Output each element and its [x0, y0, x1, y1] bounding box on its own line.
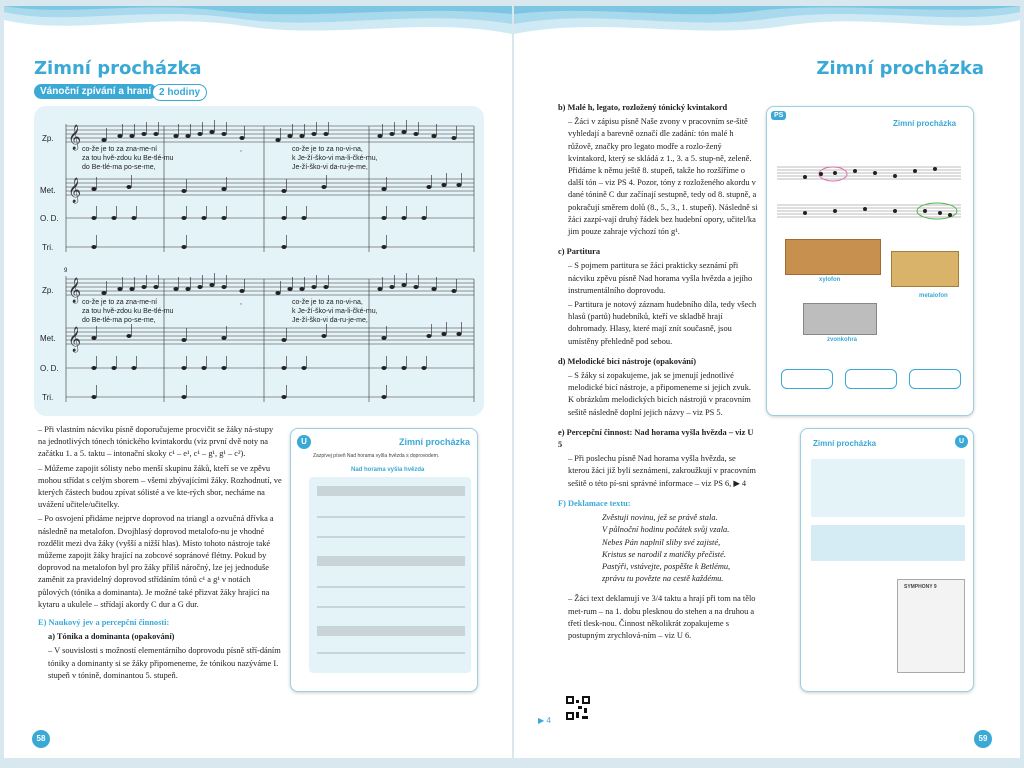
note-head	[381, 245, 386, 249]
paragraph: – Žáci text deklamují ve 3/4 taktu a hrají při tom na tělo met-rum – na 1. dobu plesknou do stehen a na druhou a třetí tlesk-nou. Činnost několikrát zopakujeme s postupným zrychlová-ním – viz U 6.	[568, 594, 756, 640]
note-head	[381, 216, 386, 220]
topic-pill: Vánoční zpívání a hraní	[34, 84, 157, 99]
textbook-thumbnail	[800, 428, 974, 692]
note-head	[401, 216, 406, 220]
note-head	[281, 366, 286, 370]
note-head	[181, 338, 186, 342]
part-label-tri: Tri.	[42, 393, 54, 402]
note-head	[91, 216, 96, 220]
lyric-line: do Be-tlé-ma po-se-me,	[82, 317, 156, 324]
thumbnail-title: Zimní procházka	[813, 439, 877, 448]
note-head	[281, 395, 286, 399]
note-head	[201, 366, 206, 370]
paragraph: – V souvislosti s možností elementárního doprovodu písně stří-dáním tóniky a dominanty si se žáky připomeneme, že tónikou nazýváme I. stupeň v tónině, dominantou 5. stupeň.	[48, 646, 281, 680]
svg-text:𝄞: 𝄞	[68, 125, 82, 150]
subsection-heading: d) Melodické bicí nástroje (opakování)	[558, 356, 697, 366]
note-head	[91, 395, 96, 399]
section-heading: E) Naukový jev a percepční činnosti:	[38, 618, 170, 628]
note-head	[413, 285, 418, 289]
note-head	[381, 336, 386, 340]
note-head	[281, 216, 286, 220]
symphony-score-image	[897, 579, 965, 673]
note-head	[197, 285, 202, 289]
note-head	[323, 132, 328, 136]
note-head	[451, 289, 456, 293]
lyric-line: co-že je to za zna-me-ní	[82, 299, 158, 306]
poem-line: Nebes Pán naplnil sliby své zajisté,	[602, 537, 721, 547]
subsection-heading: a) Tónika a dominanta (opakování)	[48, 632, 175, 642]
music-score	[34, 106, 484, 416]
symphony-caption: SYMPHONY 9	[904, 584, 937, 590]
note-head	[129, 134, 134, 138]
right-body-text	[558, 102, 758, 644]
paragraph: – S žáky si zopakujeme, jak se jmenují jednotlivé melodické bicí nástroje, a připomeneme si jejich zvuk. K obrázkům melodických bicích nástrojů v pracovním sešitě následně doplní jejich názvy – viz PS 5.	[568, 371, 752, 417]
note-head	[197, 132, 202, 136]
answer-box[interactable]	[781, 369, 833, 389]
hours-pill: 2 hodiny	[152, 84, 207, 101]
note-head	[221, 366, 226, 370]
note-head	[117, 134, 122, 138]
note-head	[101, 291, 106, 295]
note-head	[221, 187, 226, 191]
section-heading: F) Deklamace textu:	[558, 498, 631, 508]
note-head	[451, 136, 456, 140]
left-page	[4, 6, 512, 758]
part-label-zp: Zp.	[42, 134, 54, 143]
note-head	[181, 366, 186, 370]
note-head	[185, 134, 190, 138]
note-head	[381, 395, 386, 399]
note-head	[321, 185, 326, 189]
page-title: Zimní procházka	[816, 58, 984, 79]
note-head	[377, 134, 382, 138]
poem-line: Zvěstuji novinu, jež se právě stala.	[602, 513, 718, 523]
instrument-label: metalofon	[919, 293, 948, 299]
note-head	[239, 136, 244, 140]
note-head	[287, 134, 292, 138]
note-head	[141, 132, 146, 136]
note-head	[111, 216, 116, 220]
note-head	[441, 332, 446, 336]
subsection-heading: b) Malé h, legato, rozložený tónický kvintakord	[558, 103, 728, 112]
note-head	[131, 366, 136, 370]
thumbnail-staves	[309, 477, 471, 673]
lyric-line: co-že je to za zna-me-ní	[82, 146, 158, 153]
poem	[602, 512, 758, 585]
poem-line: zprávu tu povězte na cestě každému.	[602, 574, 724, 584]
poem-line: Kristus se narodil z matičky přečisté.	[602, 549, 726, 559]
subsection-heading: c) Partitura	[558, 247, 601, 257]
note-head	[126, 185, 131, 189]
thumbnail-score	[811, 459, 965, 517]
paragraph: – Při vlastním nácviku písně doporučujeme procvičit se žáky ná-stupy na jednotlivých tónech tónického kvintakordu (viz první dvě noty na začátku 1. a 5. taktu – intonační skoky c¹ – e¹, c¹ – g¹, g¹ – c²).	[38, 425, 274, 459]
note-head	[275, 291, 280, 295]
lyric-line: za tou hvě-zdou ku Be-tlé-mu	[82, 155, 174, 162]
note-head	[221, 336, 226, 340]
instrument-label: zvonkohra	[827, 337, 858, 343]
page-number: 58	[32, 730, 50, 748]
glockenspiel-image	[803, 303, 877, 335]
note-head	[301, 216, 306, 220]
note-head	[91, 366, 96, 370]
part-label-tri: Tri.	[42, 243, 54, 252]
note-head	[421, 216, 426, 220]
paragraph: – Partitura je notový záznam hudebního díla, tedy všech hlasů (partů) hudebníků, kteří ve skladbě hrají dohromady. Hlasy, které mají znít současně, jsou umístěny přehledně pod sebou.	[568, 300, 757, 346]
note-head	[281, 245, 286, 249]
note-head	[401, 130, 406, 134]
paragraph: – S pojmem partitura se žáci prakticky seznámí při nácviku zpěvu písně Nad horama vyšla hvězda a jejího instrumentálního doprovodu.	[568, 261, 753, 295]
workbook-tag: PS	[771, 111, 786, 120]
note-head	[281, 189, 286, 193]
left-body-text	[38, 424, 282, 684]
paragraph: – Můžeme zapojit sólisty nebo menší skupinu žáků, kteří se ve zpěvu mohou střídat s celým sborem – všemi zbývajícími žáky. Rozhodnutí, ve kterých částech budou zpívat sólisté a ve kte-rých sbor, necháme na uvážení učitele/učitelky.	[38, 463, 282, 510]
lyric-line: Je-ží-ško-vi da-ru-je-me,	[292, 317, 368, 324]
svg-text:𝄞: 𝄞	[68, 178, 82, 203]
thumbnail-score	[309, 477, 471, 673]
note-head	[431, 134, 436, 138]
paragraph: – Po osvojení přidáme nejprve doprovod na triangl a ozvučná dřívka a následně na metalofon. Dvojhlasý doprovod metalofo-nu je vhodné rozdělit mezi dva žáky (vyšší a nižší hlas). Místo tohoto nástroje také můžeme zapojit žáky hrající na zobcové sopránové flétny. Pokud by doprovod na metalofon byl pro žáky příliš náročný, lze jej jednoduše zaměnit za pravidelný doprovod střídáním tónů c¹ a g¹ v notách půlových (tónika a dominanta). Je možné také přizvat žáky hrající na kytaru a ukulele – střídají akordy C dur a G dur.	[38, 514, 274, 609]
bar-number: 9	[64, 268, 68, 274]
note-head	[321, 334, 326, 338]
part-label-od: O. D.	[40, 364, 59, 373]
lyric-line: Je-ží-ško-vi da-ru-je-me,	[292, 164, 368, 171]
paragraph: – Při poslechu písně Nad horama vyšla hvězda, se kterou žáci již byli seznámeni, zakroužkují v pracovním sešitě o této pí-sni správné informace – viz PS 6, ▶ 4	[568, 454, 756, 488]
note-head	[117, 287, 122, 291]
note-head	[426, 334, 431, 338]
note-head	[185, 287, 190, 291]
note-head	[389, 132, 394, 136]
note-head	[101, 138, 106, 142]
thumbnail-song-title: Nad horama vyšla hvězda	[351, 467, 425, 473]
part-label-met: Met.	[40, 334, 56, 343]
note-head	[91, 245, 96, 249]
note-head	[456, 183, 461, 187]
xylophone-image	[785, 239, 881, 275]
paragraph: – Žáci v zápisu písně Naše zvony v pracovním se-šitě vyhledají a barevně označí dle zadání: tón malé h růžově, značky pro legato modře a rozlo-žený kvintakord, který se skládá z 1., 3. a 5. stup-ně, zeleně. Přidáme k němu ještě 8. stupeň, takže ho rozšíříme o další tón – viz PS 4. Pozor, tóny z rozloženého akordu v dané tónině C dur začínají sestupně, tedy od 8. stupně, a pokračují směrem dolů (8., 5., 3., 1. stupeň). Následně si žáci zazpí-vají druhý řádek bez hudební opory, učitel/ka jim pouze zahraje výchozí tón g¹.	[568, 117, 758, 237]
note-head	[153, 285, 158, 289]
page-number: 59	[974, 730, 992, 748]
note-head	[421, 366, 426, 370]
part-label-met: Met.	[40, 186, 56, 195]
qr-code[interactable]	[566, 696, 590, 720]
note-head	[299, 287, 304, 291]
note-head	[126, 334, 131, 338]
note-head	[426, 185, 431, 189]
note-head	[181, 216, 186, 220]
lyric-line: za tou hvě-zdou ku Be-tlé-mu	[82, 308, 174, 315]
right-page	[514, 6, 1020, 758]
note-head	[299, 134, 304, 138]
note-head	[381, 366, 386, 370]
poem-line: Pastýři, vstávejte, pospěšte k Betlému,	[602, 561, 731, 571]
lyric-comma: ,	[240, 146, 242, 153]
note-head	[141, 285, 146, 289]
note-head	[221, 285, 226, 289]
note-head	[209, 283, 214, 287]
note-head	[181, 395, 186, 399]
answer-box[interactable]	[909, 369, 961, 389]
note-head	[401, 366, 406, 370]
audio-track-link[interactable]: ▶ 4	[538, 716, 551, 725]
svg-text:𝄞: 𝄞	[68, 327, 82, 352]
note-head	[173, 287, 178, 291]
note-head	[221, 132, 226, 136]
note-head	[153, 132, 158, 136]
note-head	[287, 287, 292, 291]
note-head	[91, 187, 96, 191]
svg-text:𝄞: 𝄞	[68, 278, 82, 303]
answer-box[interactable]	[845, 369, 897, 389]
thumbnail-instruction: Zazpívej píseň Nad horama vyšla hvězda s doprovodem.	[313, 453, 440, 459]
lyric-line: k Je-ží-ško-vi ma-li-čké-mu,	[292, 155, 378, 162]
note-head	[275, 138, 280, 142]
note-head	[129, 287, 134, 291]
note-head	[221, 216, 226, 220]
thumbnail-title: Zimní procházka	[399, 437, 471, 447]
note-head	[91, 336, 96, 340]
note-head	[111, 366, 116, 370]
lyric-line: co-že je to za no-vi-na,	[292, 299, 363, 306]
note-head	[377, 287, 382, 291]
instrument-label: xylofon	[819, 277, 841, 283]
note-head	[131, 216, 136, 220]
note-head	[323, 285, 328, 289]
poem-line: V půlnoční hodinu počátek svůj vzala.	[602, 525, 730, 535]
page-title: Zimní procházka	[34, 58, 202, 79]
note-head	[301, 366, 306, 370]
note-head	[239, 289, 244, 293]
note-head	[201, 216, 206, 220]
note-head	[381, 187, 386, 191]
note-head	[181, 245, 186, 249]
metallophone-image	[891, 251, 959, 287]
workbook-thumbnail	[766, 106, 974, 416]
workbook-staves	[775, 147, 965, 227]
note-head	[441, 183, 446, 187]
note-head	[431, 287, 436, 291]
note-head	[311, 132, 316, 136]
note-head	[181, 189, 186, 193]
thumbnail-tag: U	[297, 435, 311, 449]
note-head	[281, 338, 286, 342]
note-head	[456, 332, 461, 336]
note-head	[209, 130, 214, 134]
lyric-line: co-že je to za no-vi-na,	[292, 146, 363, 153]
lyric-line: do Be-tlé-ma po-se-me,	[82, 164, 156, 171]
lyric-line: k Je-ží-ško-vi ma-li-čké-mu,	[292, 308, 378, 315]
workbook-title: Zimní procházka	[893, 119, 957, 128]
textbook-thumbnail	[290, 428, 478, 692]
thumbnail-text-box	[811, 525, 965, 561]
note-head	[311, 285, 316, 289]
note-head	[413, 132, 418, 136]
note-head	[389, 285, 394, 289]
subsection-heading: e) Percepční činnost: Nad horama vyšla hvězda – viz U 5	[558, 427, 754, 450]
lyric-comma: ,	[240, 299, 242, 306]
part-label-od: O. D.	[40, 214, 59, 223]
thumbnail-tag: U	[955, 435, 968, 448]
note-head	[173, 134, 178, 138]
part-label-zp: Zp.	[42, 286, 54, 295]
note-head	[401, 283, 406, 287]
